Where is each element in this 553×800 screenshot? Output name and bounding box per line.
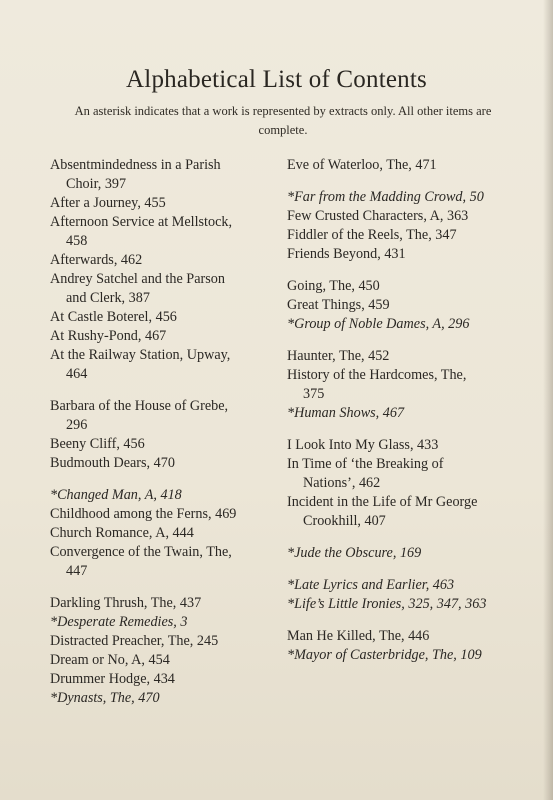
contents-entry: Dream or No, A, 454	[50, 652, 170, 668]
contents-entry: *Late Lyrics and Earlier, 463	[287, 577, 455, 593]
contents-entry: *Life’s Little Ironies, 325, 347, 363	[287, 596, 487, 612]
contents-entry: Afterwards, 462	[50, 252, 143, 268]
contents-entry: Distracted Preacher, The, 245	[50, 633, 219, 649]
contents-entry: Barbara of the House of Grebe, 296	[50, 398, 229, 433]
contents-entry: I Look Into My Glass, 433	[287, 437, 439, 453]
contents-entry: Friends Beyond, 431	[287, 246, 406, 262]
contents-entry: *Changed Man, A, 418	[50, 487, 182, 503]
contents-entry: Church Romance, A, 444	[50, 525, 194, 541]
contents-entry: Eve of Waterloo, The, 471	[287, 157, 437, 173]
contents-entry: At Rushy-Pond, 467	[50, 328, 167, 344]
page-edge-shadow	[543, 0, 553, 800]
contents-entry: Childhood among the Ferns, 469	[50, 506, 237, 522]
contents-entry: Afternoon Service at Mellstock, 458	[50, 214, 233, 249]
contents-entry: Great Things, 459	[287, 297, 390, 313]
contents-entry: History of the Hardcomes, The, 375	[287, 367, 467, 402]
contents-entry: At Castle Boterel, 456	[50, 309, 177, 325]
contents-entry: *Jude the Obscure, 169	[287, 545, 422, 561]
page-title: Alphabetical List of Contents	[126, 66, 427, 93]
contents-entry: Few Crusted Characters, A, 363	[287, 208, 469, 224]
contents-entry: *Dynasts, The, 470	[50, 690, 160, 706]
contents-entry: Fiddler of the Reels, The, 347	[287, 227, 457, 243]
contents-column-right	[287, 156, 523, 665]
contents-entry: Darkling Thrush, The, 437	[50, 595, 202, 611]
asterisk-note: An asterisk indicates that a work is represented by extracts only. All other items are complete.	[74, 104, 492, 137]
contents-entry: Incident in the Life of Mr George Crookhill, 407	[287, 494, 478, 529]
contents-entry: *Desperate Remedies, 3	[50, 614, 188, 630]
contents-entry: Drummer Hodge, 434	[50, 671, 175, 687]
contents-entry: Andrey Satchel and the Parson and Clerk, 387	[50, 271, 225, 306]
contents-entry: After a Journey, 455	[50, 195, 166, 211]
contents-entry: Budmouth Dears, 470	[50, 455, 175, 471]
contents-entry: *Mayor of Casterbridge, The, 109	[287, 647, 482, 663]
contents-entry: Haunter, The, 452	[287, 348, 390, 364]
contents-entry: *Group of Noble Dames, A, 296	[287, 316, 470, 332]
contents-entry: Going, The, 450	[287, 278, 380, 294]
contents-entry: Man He Killed, The, 446	[287, 628, 430, 644]
contents-entry: Beeny Cliff, 456	[50, 436, 145, 452]
contents-entry: *Human Shows, 467	[287, 405, 405, 421]
contents-entry: *Far from the Madding Crowd, 50	[287, 189, 484, 205]
contents-entry: Convergence of the Twain, The, 447	[50, 544, 232, 579]
contents-entry: Absentmindedness in a Parish Choir, 397	[50, 157, 221, 192]
contents-entry: At the Railway Station, Upway, 464	[50, 347, 231, 382]
contents-entry: In Time of ‘the Breaking of Nations’, 462	[287, 456, 444, 491]
contents-column-left	[50, 156, 280, 708]
